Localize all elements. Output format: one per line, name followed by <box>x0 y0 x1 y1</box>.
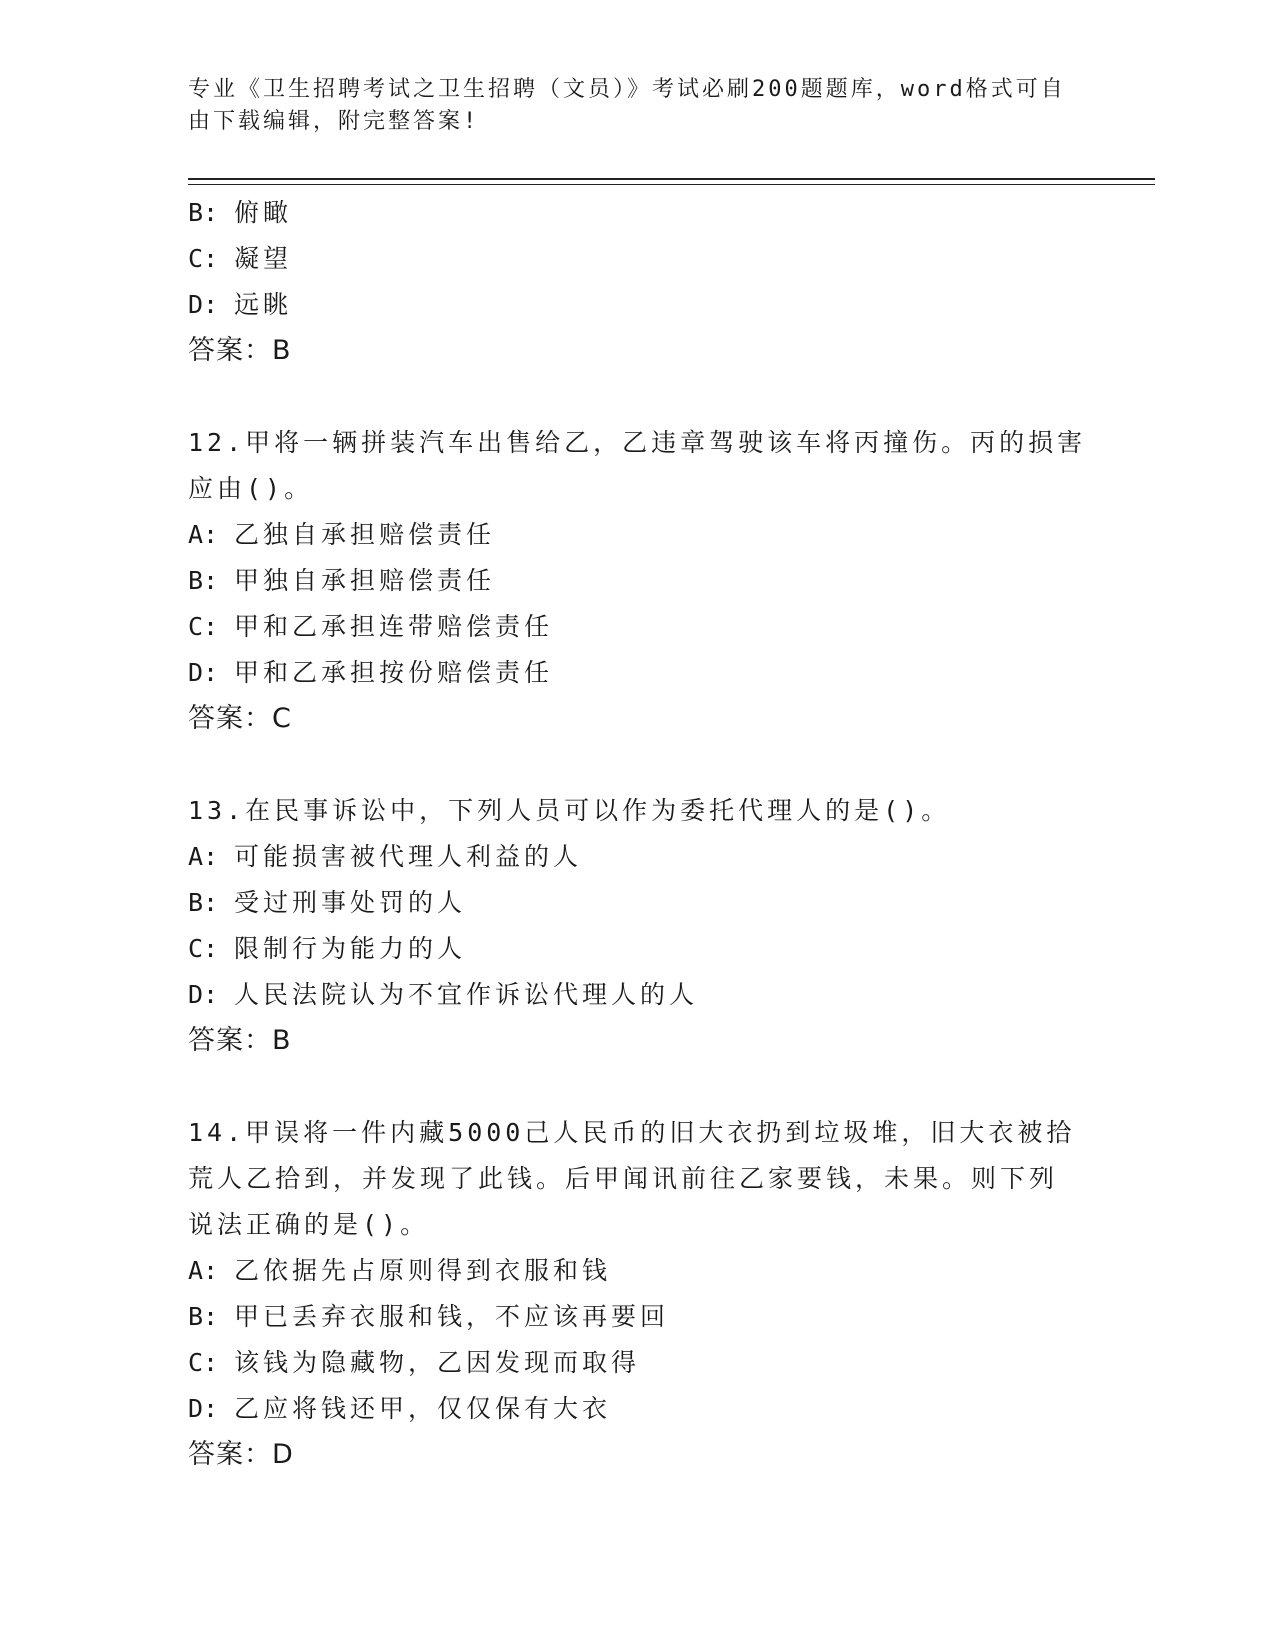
option-b: B: 甲独自承担赔偿责任 <box>188 566 496 595</box>
question-stem: 说法正确的是()。 <box>188 1210 430 1239</box>
option-c: C: 限制行为能力的人 <box>188 934 467 963</box>
option-c: C: 凝望 <box>188 244 293 273</box>
question-12 <box>188 420 1088 742</box>
continued-question <box>188 190 1088 374</box>
answer-line: 答案：C <box>188 703 292 734</box>
question-stem: 14.甲误将一件内藏5000己人民币的旧大衣扔到垃圾堆，旧大衣被拾 <box>188 1118 1076 1147</box>
option-d: D: 人民法院认为不宜作诉讼代理人的人 <box>188 980 699 1009</box>
option-d: D: 远眺 <box>188 290 293 319</box>
header-line-1: 专业《卫生招聘考试之卫生招聘（文员）》考试必刷200题题库，word格式可自 <box>188 77 1066 102</box>
header-rule-thick <box>188 178 1155 180</box>
header-rule-thin <box>188 184 1155 185</box>
question-stem: 12.甲将一辆拼装汽车出售给乙，乙违章驾驶该车将丙撞伤。丙的损害 <box>188 428 1087 457</box>
question-stem: 应由()。 <box>188 474 314 503</box>
page-header <box>188 74 1068 138</box>
option-b: B: 甲已丢弃衣服和钱，不应该再要回 <box>188 1302 670 1331</box>
answer-line: 答案：B <box>188 1025 292 1056</box>
option-c: C: 甲和乙承担连带赔偿责任 <box>188 612 554 641</box>
option-d: D: 乙应将钱还甲，仅仅保有大衣 <box>188 1394 612 1423</box>
option-d: D: 甲和乙承担按份赔偿责任 <box>188 658 554 687</box>
question-stem: 荒人乙拾到，并发现了此钱。后甲闻讯前往乙家要钱，未果。则下列 <box>188 1164 1059 1193</box>
question-stem: 13.在民事诉讼中，下列人员可以作为委托代理人的是()。 <box>188 796 951 825</box>
document-body <box>188 190 1088 1478</box>
option-a: A: 可能损害被代理人利益的人 <box>188 842 583 871</box>
answer-line: 答案：D <box>188 1439 294 1470</box>
option-b: B: 俯瞰 <box>188 198 293 227</box>
question-13 <box>188 788 1088 1064</box>
option-a: A: 乙独自承担赔偿责任 <box>188 520 496 549</box>
option-c: C: 该钱为隐藏物，乙因发现而取得 <box>188 1348 641 1377</box>
answer-line: 答案：B <box>188 335 292 366</box>
option-a: A: 乙依据先占原则得到衣服和钱 <box>188 1256 612 1285</box>
question-14 <box>188 1110 1088 1478</box>
option-b: B: 受过刑事处罚的人 <box>188 888 467 917</box>
header-line-2: 由下载编辑，附完整答案! <box>188 109 480 134</box>
